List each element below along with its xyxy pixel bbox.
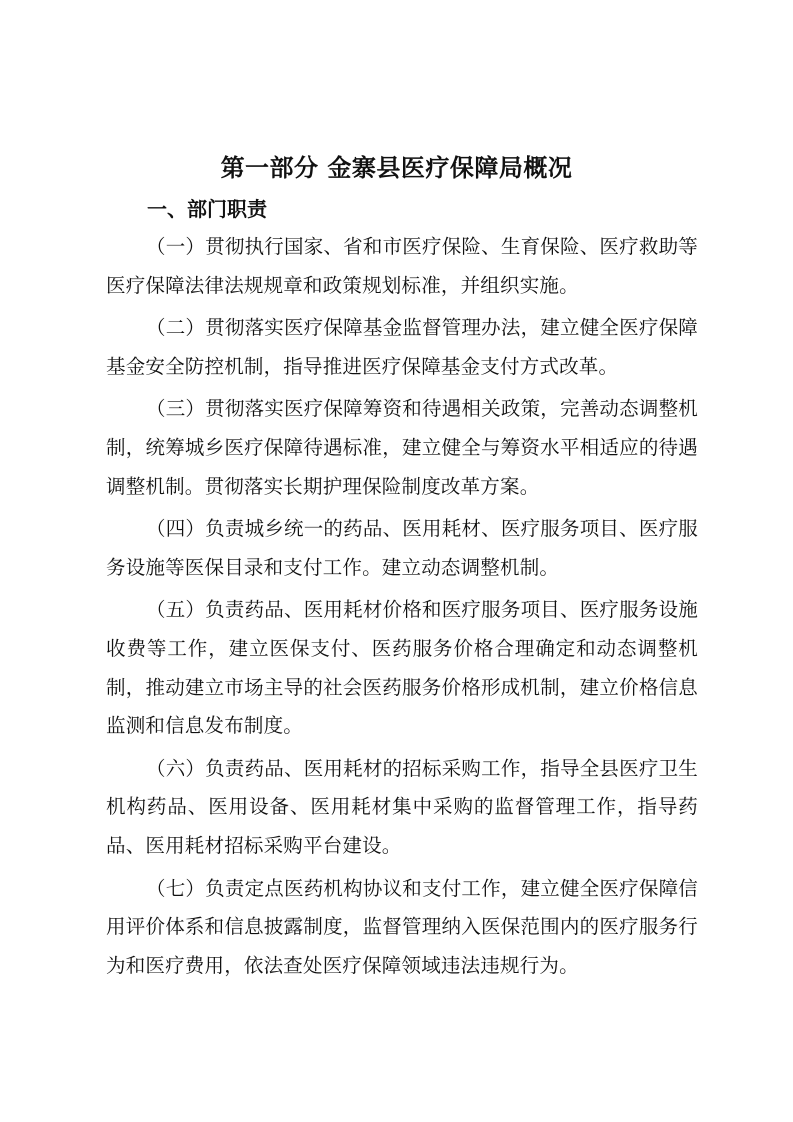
- section-heading: 一、部门职责: [147, 197, 267, 221]
- duty-paragraph-2: （二）贯彻落实医疗保障基金监督管理办法，建立健全医疗保障基金安全防控机制，指导推进医疗保障基金支付方式改革。: [106, 316, 698, 378]
- duty-paragraph-6: （六）负责药品、医用耗材的招标采购工作，指导全县医疗卫生机构药品、医用设备、医用耗材集中采购的监督管理工作，指导药品、医用耗材招标采购平台建设。: [106, 756, 698, 857]
- duty-paragraph-3: （三）贯彻落实医疗保障筹资和待遇相关政策，完善动态调整机制，统筹城乡医疗保障待遇标准，建立健全与筹资水平相适应的待遇调整机制。贯彻落实长期护理保险制度改革方案。: [106, 397, 698, 498]
- page-title: 第一部分 金寨县医疗保障局概况: [220, 154, 573, 182]
- duty-paragraph-4: （四）负责城乡统一的药品、医用耗材、医疗服务项目、医疗服务设施等医保目录和支付工作。建立动态调整机制。: [106, 517, 698, 579]
- duty-paragraph-5: （五）负责药品、医用耗材价格和医疗服务项目、医疗服务设施收费等工作，建立医保支付、医药服务价格合理确定和动态调整机制，推动建立市场主导的社会医药服务价格形成机制，建立价格信息监测和信息发布制度。: [106, 598, 698, 738]
- document-body: [106, 228, 698, 989]
- duty-paragraph-7: （七）负责定点医药机构协议和支付工作，建立健全医疗保障信用评价体系和信息披露制度，监督管理纳入医保范围内的医疗服务行为和医疗费用，依法查处医疗保障领域违法违规行为。: [106, 876, 698, 977]
- duty-paragraph-1: （一）贯彻执行国家、省和市医疗保险、生育保险、医疗救助等医疗保障法律法规规章和政策规划标准，并组织实施。: [106, 235, 698, 297]
